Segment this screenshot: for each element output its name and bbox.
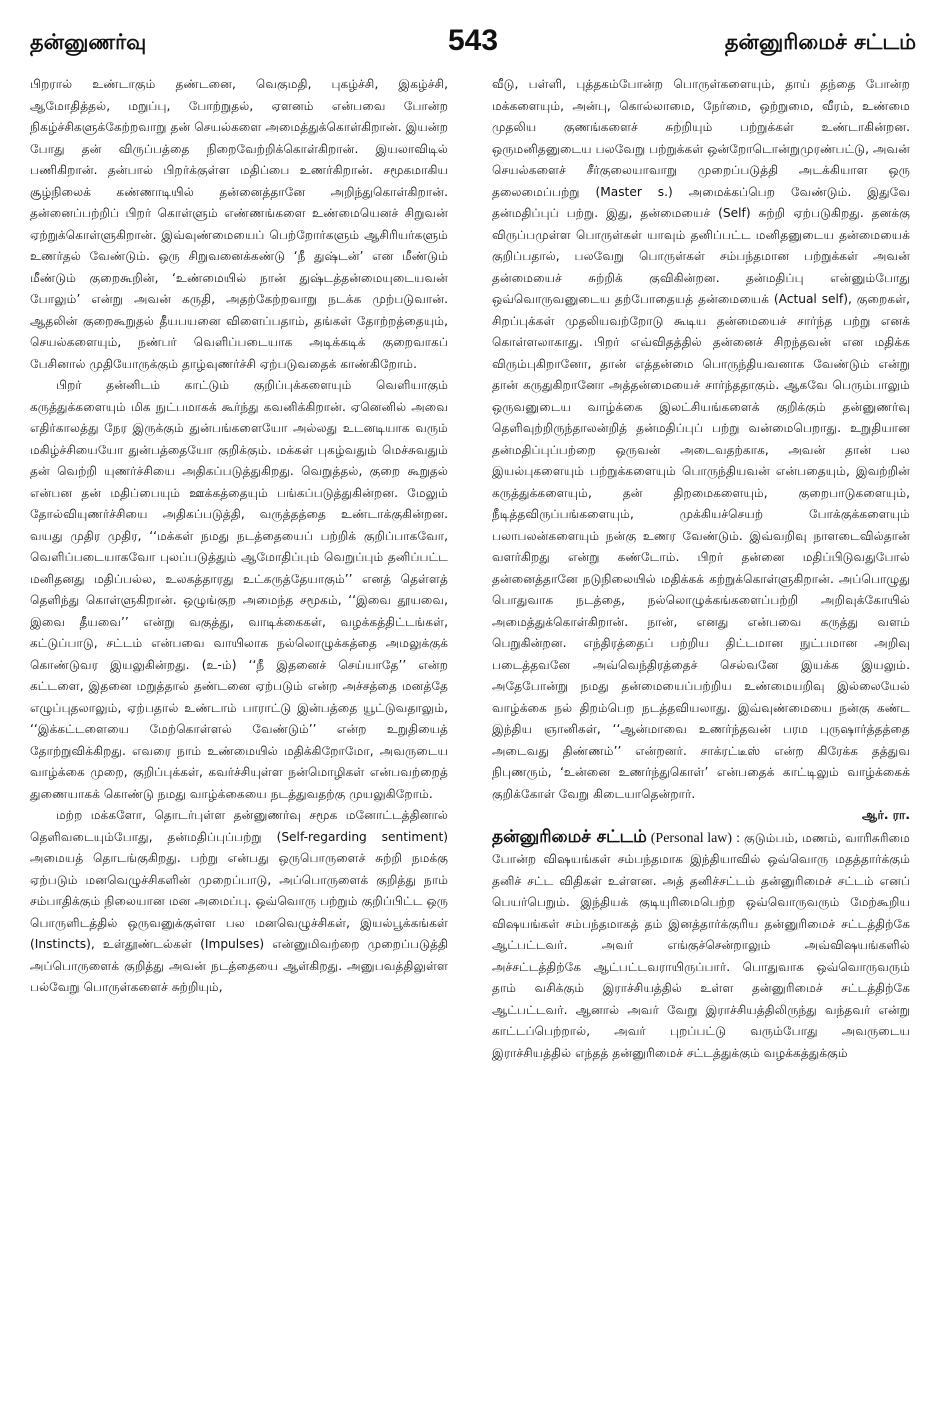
entry-personal-law [492,827,910,1065]
entry-text: : குடும்பம், மணம், வாரிசுரிமை போன்ற விஷயங்கள் சம்பந்தமாக இந்தியாவில் ஒவ்வொரு மதத்தார்க்கும் தனிச் சட்ட விதிகள் உள்ளன. அத் தனிச்சட்டம் தன்னுரிமைச் சட்டம் எனப் பெயர்பெறும். இந்தியக் குடியுரிமைபெற்ற ஒவ்வொருவரும் மேற்கூறிய விஷயங்கள் சம்பந்தமாகத் தம் இனத்தார்க்குரிய தன்னுரிமைச் சட்டத்திற்கே ஆட்பட்டவர். அவர் எங்குச்சென்றாலும் அவ்விஷயங்களில் அச்சட்டத்திற்கே ஆட்பட்டவராயிருப்பார். பொதுவாக ஒவ்வொருவரும் தாம் வசிக்கும் இராச்சியத்தில் உள்ள தன்னுரிமைச் சட்டத்திற்கே ஆட்பட்டவர். ஆனால் அவர் வேறு இராச்சியத்திலிருந்து வந்தவர் என்று காட்டப்பெற்றால், அவர் புறப்பட்டு வரும்போது அவருடைய இராச்சியத்தில் எந்தத் தன்னுரிமைச் சட்டத்துக்கும் வழக்கத்துக்கும் [492,830,910,1060]
author-signature: ஆர். ரா. [862,808,910,822]
left-column [30,74,448,1414]
right-guide-word: தன்னுரிமைச் சட்டம் [724,30,916,54]
left-paragraph-2: பிறர் தன்னிடம் காட்டும் குறிப்புக்களையும் வெளியாகும் கருத்துக்களையும் மிக நுட்பமாகக் கூர்ந்து கவனிக்கிறான். ஏனெனில் அவை எதிர்காலத்து நேர இருக்கும் துன்பங்களையோ அல்லது உடனடியாக வரும் மகிழ்ச்சியையோ துன்பத்தையோ குறிக்கும். மக்கள் புகழ்வதும் மெச்சுவதும் தன் வெற்றி யுணர்ச்சியை அதிகப்படுத்துகிறது. வெறுத்தல், குறை கூறுதல் என்பன தன் மதிப்பையும் ஊக்கத்தையும் பங்கப்படுத்துகின்றன. மேலும் தோல்வியுணர்ச்சியை அதிகப்படுத்தி, வருத்தத்தை உண்டாக்குகின்றன. வயது முதிர முதிர, ‘‘மக்கள் நமது நடத்தையைப் பற்றிக் குறிப்பாகவோ, வெளிப்படையாகவோ புலப்படுத்தும் ஆமோதிப்பும் வெறுப்பும் தனிப்பட்ட மனிதனது மதிப்பல்ல, உலகத்தாரது உட்கருத்தேயாகும்’’ எனத் தெள்ளத் தெளிந்து கொள்ளுகிறான். ஒழுங்குற அமைந்த சமூகம், ‘‘இவை தூயவை, இவை தீயவை’’ என்று வகுத்து, வாடிக்கைகள், வழக்கத்திட்டங்கள், கட்டுப்பாடு, சட்டம் என்பவை வாயிலாக நல்லொழுக்கத்தை அமலுக்குக் கொண்டுவர இயலுகின்றது. (உ-ம்) ‘‘நீ இதனைச் செய்யாதே’’ என்ற கட்டளை, இதனை மறுத்தால் தண்டனை ஏற்படும் என்ற அச்சத்தை மனத்தே எழுப்புதலாலும், ஏற்பதால் உண்டாம் பாராட்டு இன்பத்தை யூட்டுவதாலும், ‘‘இக்கட்டளையை மேற்கொள்ளல் வேண்டும்’’ என்ற உறுதியைத் தோற்றுவிக்கிறது. எவரை நாம் உண்மையில் மதிக்கிறோமோ, அவருடைய வாழ்க்கை முறை, குறிப்புக்கள், கவர்ச்சியுள்ள நன்மொழிகள் என்பவற்றைத் துணையாகக் கொண்டு நமது வாழ்க்கையை நடத்துவதற்கு முயலுகிறோம். [30,378,448,801]
right-column [492,74,910,1414]
left-paragraph-3: மற்ற மக்களோ, தொடர்புள்ள தன்னுணர்வு சமூக மனோட்டத்தினால் தெளிவடையும்போது, தன்மதிப்புப்பற்று (Self-regarding sentiment) அமையத் தொடங்குகிறது. பற்று என்பது ஒருபொருளைச் சுற்றி நமக்கு ஏற்படும் மனவெழுச்சிகளின் முறைப்பாடு, அப்பொருளைக் குறித்து நாம் சம்பாதிக்கும் நிலையான மன அமைப்பு. ஒவ்வொரு பற்றும் குறிப்பிட்ட ஒரு பொருளிடத்தில் ஒருவனுக்குள்ள பல மனவெழுச்சிகள், இயல்பூக்கங்கள் (Instincts), உள்தூண்டல்கள் (Impulses) என்னுமிவற்றை முறைப்படுத்தி அப்பொருளைக் குறித்து அவன் நடத்தையை ஆள்கிறது. அனுபவத்திலுள்ள பல்வேறு பொருள்களைச் சுற்றியும், [30,808,448,994]
entry-title: தன்னுரிமைச் சட்டம் [492,826,647,847]
left-guide-word: தன்னுணர்வு [30,30,147,54]
page-number: 543 [447,24,499,57]
page-header [30,16,916,72]
left-paragraph-1: பிறரால் உண்டாகும் தண்டனை, வெகுமதி, புகழ்ச்சி, இகழ்ச்சி, ஆமோதித்தல், மறுப்பு, போற்றுதல், ஏளனம் என்பவை போன்ற நிகழ்ச்சிகளுக்கேற்றவாறு தன் செயல்களை அமைத்துக்கொள்கிறான். இயன்ற போது தன் விருப்பத்தை நிறைவேற்றிக்கொள்கிறான். இயலாவிடில் பணிகிறான். தன்பால் பிறர்க்குள்ள மதிப்பை உணர்கிறான். சமூகமாகிய சூழ்நிலைக் கண்ணாடியில் தன்னைத்தானே அறிந்துகொள்கிறான். தன்னைப்பற்றிப் பிறர் கொள்ளும் எண்ணங்களை உண்மையெனச் சிறுவன் ஏற்றுக்கொள்ளுகிறான். இவ்வுண்மையைப் பெற்றோர்களும் ஆசிரியர்களும் உணர்தல் வேண்டும். ஒரு சிறுவனைக்கண்டு ‘நீ துஷ்டன்’ என மீண்டும் மீண்டும் குறைகூறின், ‘உண்மையில் நான் துஷ்டத்தன்மையுடையவன் போலும்’ என்று அவன் கருதி, அதற்கேற்றவாறு நடக்க முற்படுவான். ஆதலின் குறைகூறுதல் தீயபயனை விளைப்பதாம், தங்கள் தோற்றத்தையும், செயல்களையும், நண்பர் வெளிப்படையாக அடிக்கடிக் குறைவாகப் பேசினால் முதியோருக்கும் தாழ்வுணர்ச்சி ஏற்படுவதைக் காண்கிறோம். [30,77,448,371]
right-paragraph-1: வீடு, பள்ளி, புத்தகம்போன்ற பொருள்களையும், தாய் தந்தை போன்ற மக்களையும், அன்பு, கொல்லாமை, நேர்மை, ஒற்றுமை, வீரம், உண்மை முதலிய குணங்களைச் சுற்றியும் பற்றுக்கள் உண்டாகின்றன. ஒருமனிதனுடைய பலவேறு பற்றுக்கள் ஒன்றோடொன்றுமுரண்பட்டு, அவன் செயல்களைச் சீர்குலையாவாறு முறைப்படுத்தி அடக்கியாள ஒரு தலைமைப்பற்று (Master s.) அமைக்கப்பெற வேண்டும். இதுவே தன்மதிப்புப் பற்று. இது, தன்மையைச் (Self) சுற்றி ஏற்படுகிறது. தனக்கு விருப்பமுள்ள பொருள்கள் யாவும் தனிப்பட்ட மனிதனுடைய தன்மையைக் குறிப்பதால், பலவேறு பொருள்கள் சம்பந்தமான பற்றுக்கள் அவன் தன்மையைச் சுற்றிக் குவிகின்றன. தன்மதிப்பு என்னும்போது ஒவ்வொருவனுடைய தற்போதையத் தன்மையைக் (Actual self), குறைகள், சிறப்புக்கள் முதலியவற்றோடு கூடிய தன்மையைச் சார்ந்த பற்று எனக் கொள்ளலாகாது. பிறர் எவ்விதத்தில் தன்னைச் சிறந்தவன் என மதிக்க விரும்புகிறானோ, தான் எத்தன்மை பொருந்தியவனாக வேண்டும் என்று தான் கருதுகிறானோ அத்தன்மையைச் சார்ந்ததாகும். ஆகவே பெரும்பாலும் ஒருவனுடைய வாழ்க்கை இலட்சியங்களைக் குறிக்கும் தன்னுணர்வு தெளிவுற்றிருந்தாலன்றித் தன்மதிப்புப் பற்று வன்மைபெறாது. உறுதியான தன்மதிப்புப்பற்றை ஒருவன் அடைவதற்காக, அவன் தான் பல இயல்புகளையும் பற்றுக்களையும் பொருந்தியவன் என்பதையும், இவற்றின் கருத்துக்களையும், தன் திறமைகளையும், குறைபாடுகளையும், நீடித்தவிருப்பங்களையும், முக்கியச்செயற் போக்குக்களையும் பலாபலன்களையும் நன்கு உணர வேண்டும். இவ்வறிவு நாளடைவில்தான் வளர்கிறது என்று கண்டோம். பிறர் தன்னை மதிப்பிடுவதுபோல் தன்னைத்தானே நடுநிலையில் மதிக்கக் கற்றுக்கொள்ளுகிறான். அப்பொழுது பொதுவாக நடத்தை, நல்லொழுக்கங்களைப்பற்றி அறிவுக்கோயில் அமைத்துக்கொள்கிறான். நான், எனது என்பவை கருத்து வளம் பெறுகின்றன. எந்திரத்தைப் பற்றிய திட்டமான நுட்பமான அறிவு படைத்தவனே அவ்வெந்திரத்தைச் செல்வனே இயக்க இயலும். அதேபோன்று நமது தன்மையைப்பற்றிய உண்மையறிவு இல்லையேல் வாழ்க்கை நல் திறம்பெற நடத்தவியலாது. இவ்வுண்மையை நன்கு கண்ட இந்திய ஞானிகள், ‘‘ஆன்மாவை உணர்ந்தவன் பரம புருஷார்த்தத்தை அடைவது திண்ணம்’’ என்றனர். சாக்ரட்டீஸ் என்ற கிரேக்க தத்துவ நிபுணரும், ‘உன்னை உணர்ந்துகொள்’ என்பதைக் காட்டிலும் வாழ்க்கைக் குறிக்கோள் வேறு கிடையாதென்றார். [492,77,910,801]
entry-latin-term: (Personal law) [650,830,733,846]
